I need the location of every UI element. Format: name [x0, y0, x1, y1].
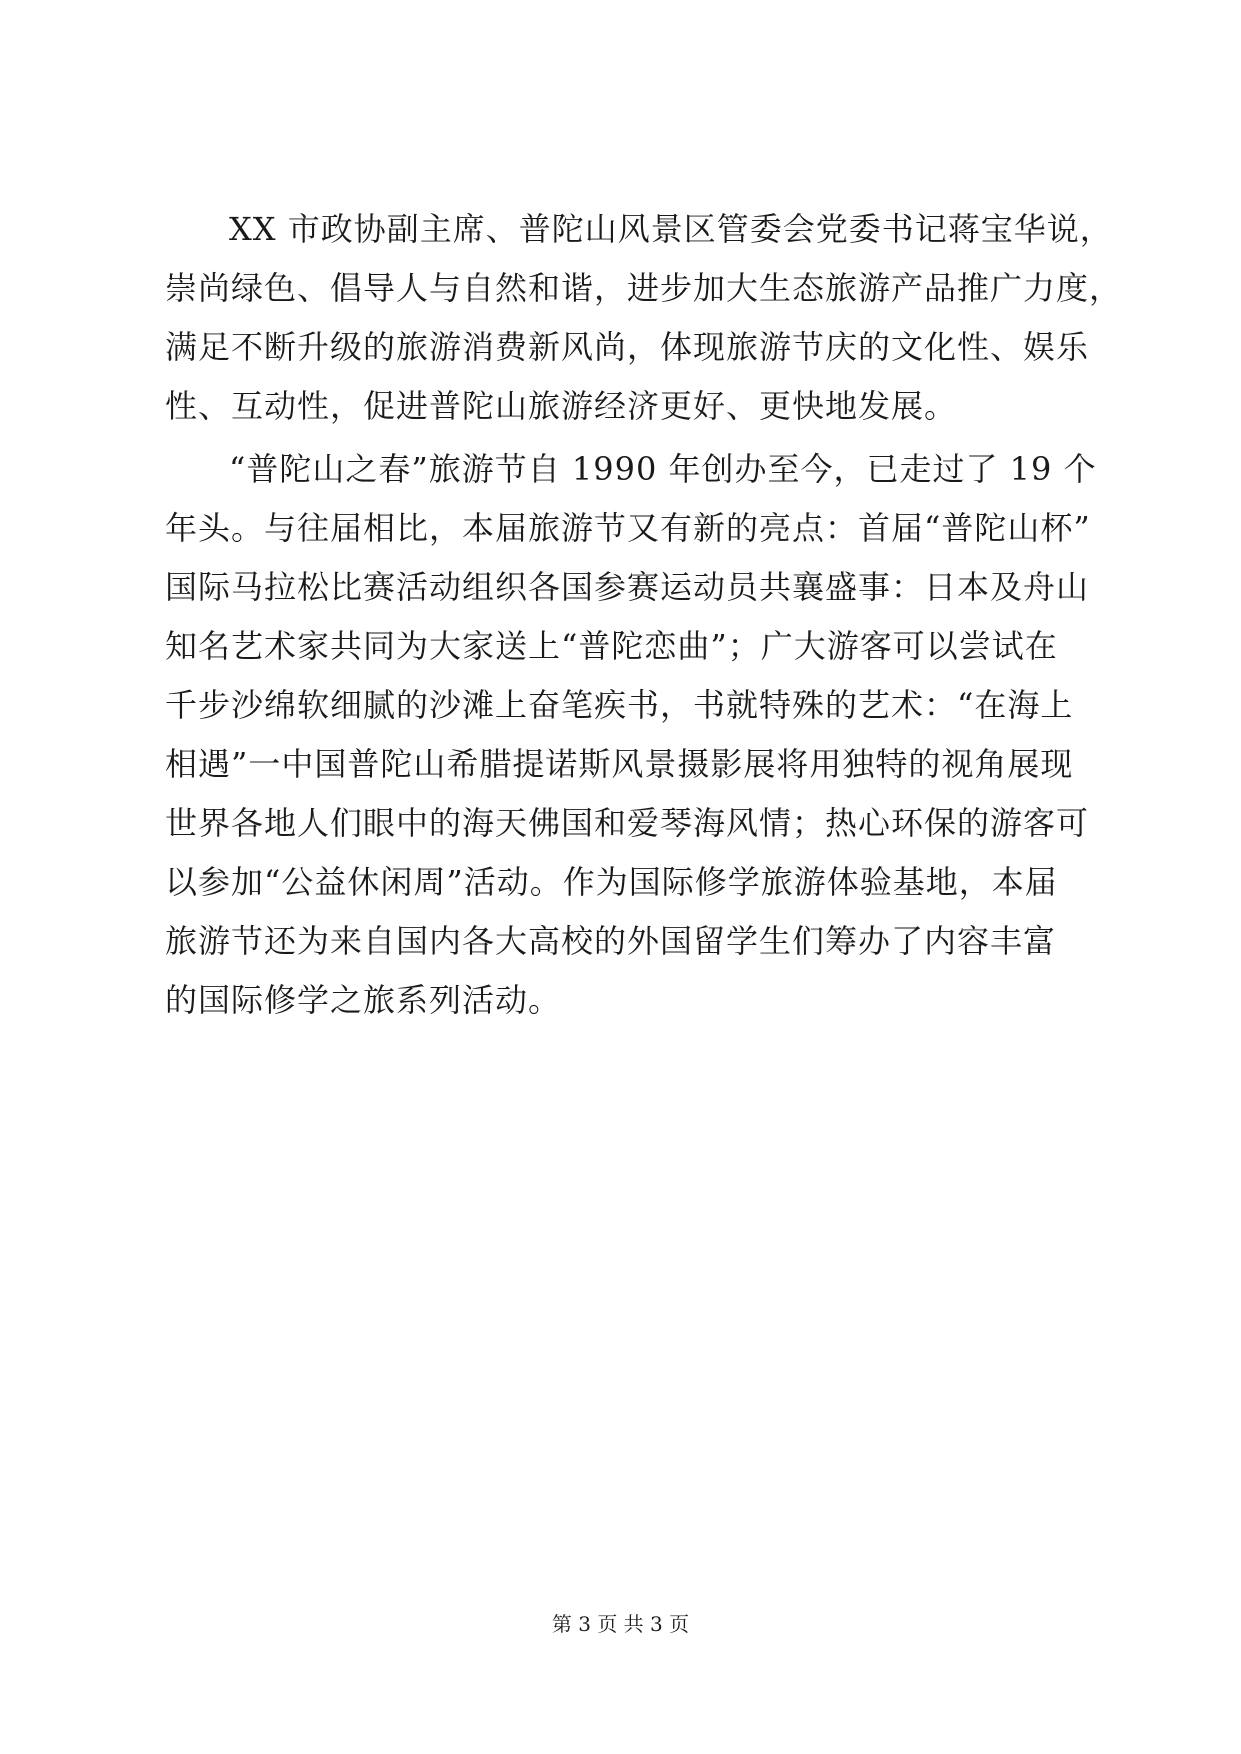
text-line: 千步沙绵软细腻的沙滩上奋笔疾书，书就特殊的艺术：“在海上 [165, 686, 1074, 724]
text-line: 以参加“公益休闲周”活动。作为国际修学旅游体验基地，本届 [165, 863, 1058, 901]
text-line: 崇尚绿色、倡导人与自然和谐，进步加大生态旅游产品推广力度， [165, 269, 1123, 307]
text-line: XX 市政协副主席、普陀山风景区管委会党委书记蒋宝华说， [229, 210, 1113, 248]
text-line: 国际马拉松比赛活动组织各国参赛运动员共襄盛事：日本及舟山 [165, 568, 1090, 606]
text-line: 满足不断升级的旅游消费新风尚，体现旅游节庆的文化性、娱乐 [165, 328, 1090, 366]
text-line: 世界各地人们眼中的海天佛国和爱琴海风情；热心环保的游客可 [165, 804, 1090, 842]
document-body [165, 200, 1123, 1030]
paragraph [165, 200, 1123, 436]
text-line: 相遇”一中国普陀山希腊提诺斯风景摄影展将用独特的视角展现 [165, 745, 1074, 783]
text-line: “普陀山之春”旅游节自 1990 年创办至今，已走过了 19 个 [229, 450, 1097, 488]
text-line: 旅游节还为来自国内各大高校的外国留学生们筹办了内容丰富 [165, 922, 1057, 960]
text-line: 性、互动性，促进普陀山旅游经济更好、更快地发展。 [165, 387, 958, 425]
text-line: 年头。与往届相比，本届旅游节又有新的亮点：首届“普陀山杯” [165, 509, 1091, 547]
page-number-footer: 第 3 页 共 3 页 [551, 1612, 690, 1636]
paragraph [165, 440, 1097, 1030]
text-line: 知名艺术家共同为大家送上“普陀恋曲”；广大游客可以尝试在 [165, 627, 1058, 665]
text-line: 的国际修学之旅系列活动。 [165, 981, 562, 1019]
